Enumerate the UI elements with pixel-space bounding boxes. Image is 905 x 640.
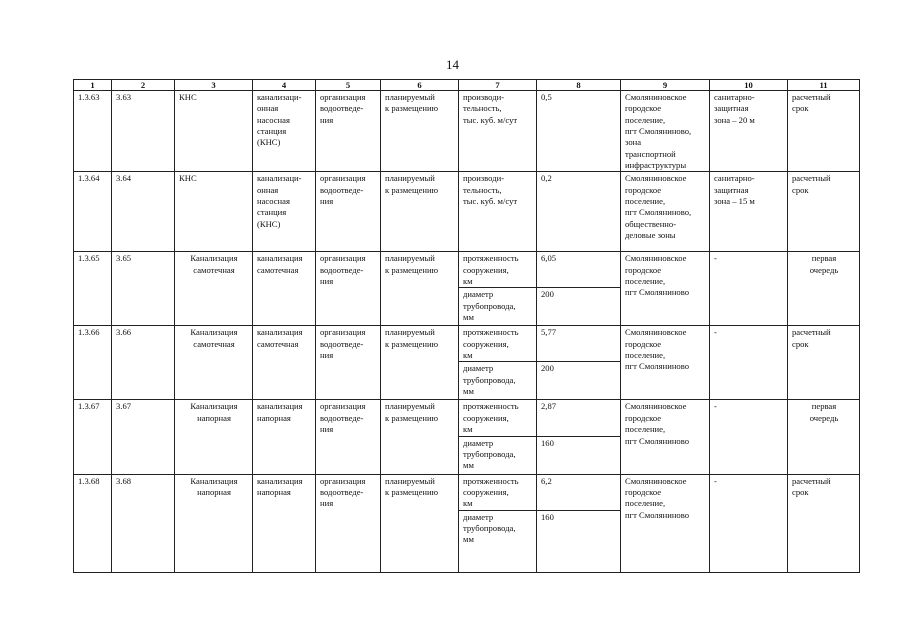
- cell-term: расчетный срок: [788, 91, 860, 172]
- header-row: [74, 80, 860, 91]
- column-header: 7: [459, 80, 537, 91]
- cell-zone: -: [710, 400, 788, 474]
- cell-index: 3.68: [112, 474, 175, 572]
- table-row: [74, 172, 860, 252]
- cell-value: 0,5: [537, 91, 621, 172]
- cell-value: 6,2: [537, 474, 621, 510]
- cell-number: 1.3.66: [74, 326, 112, 400]
- cell-object: КНС: [175, 172, 253, 252]
- column-header: 11: [788, 80, 860, 91]
- cell-index: 3.64: [112, 172, 175, 252]
- cell-value: 160: [537, 436, 621, 474]
- cell-value: 160: [537, 510, 621, 572]
- cell-status: планируемый к размещению: [381, 172, 459, 252]
- cell-object: Канализация самотечная: [175, 326, 253, 400]
- cell-parameter: диаметр трубопровода, мм: [459, 288, 537, 326]
- cell-location: Смоляниновское городское поселение, пгт Смоляниново: [621, 252, 710, 326]
- column-header: 2: [112, 80, 175, 91]
- cell-value: 0,2: [537, 172, 621, 252]
- column-header: 6: [381, 80, 459, 91]
- cell-purpose: организация водоотведе- ния: [316, 326, 381, 400]
- cell-location: Смоляниновское городское поселение, пгт Смоляниново: [621, 326, 710, 400]
- table-row: [74, 326, 860, 362]
- cell-zone: -: [710, 326, 788, 400]
- column-header: 10: [710, 80, 788, 91]
- cell-term: первая очередь: [788, 252, 860, 326]
- cell-status: планируемый к размещению: [381, 474, 459, 572]
- cell-parameter: производи- тельность, тыс. куб. м/сут: [459, 172, 537, 252]
- cell-term: расчетный срок: [788, 474, 860, 572]
- table-row: [74, 91, 860, 172]
- cell-purpose: организация водоотведе- ния: [316, 91, 381, 172]
- cell-purpose: организация водоотведе- ния: [316, 474, 381, 572]
- cell-parameter: протяженность сооружения, км: [459, 474, 537, 510]
- cell-index: 3.63: [112, 91, 175, 172]
- cell-object: Канализация напорная: [175, 474, 253, 572]
- cell-type: канализация самотечная: [253, 252, 316, 326]
- cell-purpose: организация водоотведе- ния: [316, 400, 381, 474]
- cell-type: канализаци- онная насосная станция (КНС): [253, 91, 316, 172]
- facilities-table: [73, 79, 860, 573]
- cell-zone: -: [710, 474, 788, 572]
- cell-type: канализация самотечная: [253, 326, 316, 400]
- column-header: 1: [74, 80, 112, 91]
- cell-term: первая очередь: [788, 400, 860, 474]
- cell-location: Смоляниновское городское поселение, пгт Смоляниново, зона транспортной инфраструктуры: [621, 91, 710, 172]
- column-header: 9: [621, 80, 710, 91]
- cell-number: 1.3.68: [74, 474, 112, 572]
- cell-parameter: диаметр трубопровода, мм: [459, 436, 537, 474]
- cell-index: 3.65: [112, 252, 175, 326]
- cell-parameter: производи- тельность, тыс. куб. м/сут: [459, 91, 537, 172]
- cell-value: 6,05: [537, 252, 621, 288]
- cell-object: Канализация напорная: [175, 400, 253, 474]
- cell-status: планируемый к размещению: [381, 91, 459, 172]
- cell-number: 1.3.65: [74, 252, 112, 326]
- table-row: [74, 474, 860, 510]
- cell-type: канализаци- онная насосная станция (КНС): [253, 172, 316, 252]
- cell-number: 1.3.67: [74, 400, 112, 474]
- column-header: 3: [175, 80, 253, 91]
- cell-number: 1.3.63: [74, 91, 112, 172]
- column-header: 8: [537, 80, 621, 91]
- cell-term: расчетный срок: [788, 326, 860, 400]
- cell-status: планируемый к размещению: [381, 400, 459, 474]
- cell-type: канализация напорная: [253, 400, 316, 474]
- cell-zone: санитарно- защитная зона – 15 м: [710, 172, 788, 252]
- cell-index: 3.67: [112, 400, 175, 474]
- cell-object: КНС: [175, 91, 253, 172]
- cell-number: 1.3.64: [74, 172, 112, 252]
- cell-purpose: организация водоотведе- ния: [316, 172, 381, 252]
- page-number: 14: [446, 57, 459, 72]
- cell-value: 5,77: [537, 326, 621, 362]
- cell-type: канализация напорная: [253, 474, 316, 572]
- column-header: 5: [316, 80, 381, 91]
- cell-location: Смоляниновское городское поселение, пгт Смоляниново: [621, 400, 710, 474]
- cell-parameter: протяженность сооружения, км: [459, 400, 537, 436]
- cell-parameter: диаметр трубопровода, мм: [459, 510, 537, 572]
- table-row: [74, 400, 860, 436]
- cell-purpose: организация водоотведе- ния: [316, 252, 381, 326]
- cell-value: 2,87: [537, 400, 621, 436]
- cell-parameter: протяженность сооружения, км: [459, 252, 537, 288]
- cell-value: 200: [537, 288, 621, 326]
- cell-zone: -: [710, 252, 788, 326]
- cell-zone: санитарно- защитная зона – 20 м: [710, 91, 788, 172]
- cell-index: 3.66: [112, 326, 175, 400]
- cell-term: расчетный срок: [788, 172, 860, 252]
- cell-location: Смоляниновское городское поселение, пгт Смоляниново, общественно- деловые зоны: [621, 172, 710, 252]
- table-row: [74, 252, 860, 288]
- cell-parameter: протяженность сооружения, км: [459, 326, 537, 362]
- cell-status: планируемый к размещению: [381, 252, 459, 326]
- cell-parameter: диаметр трубопровода, мм: [459, 362, 537, 400]
- cell-location: Смоляниновское городское поселение, пгт Смоляниново: [621, 474, 710, 572]
- cell-status: планируемый к размещению: [381, 326, 459, 400]
- cell-object: Канализация самотечная: [175, 252, 253, 326]
- column-header: 4: [253, 80, 316, 91]
- cell-value: 200: [537, 362, 621, 400]
